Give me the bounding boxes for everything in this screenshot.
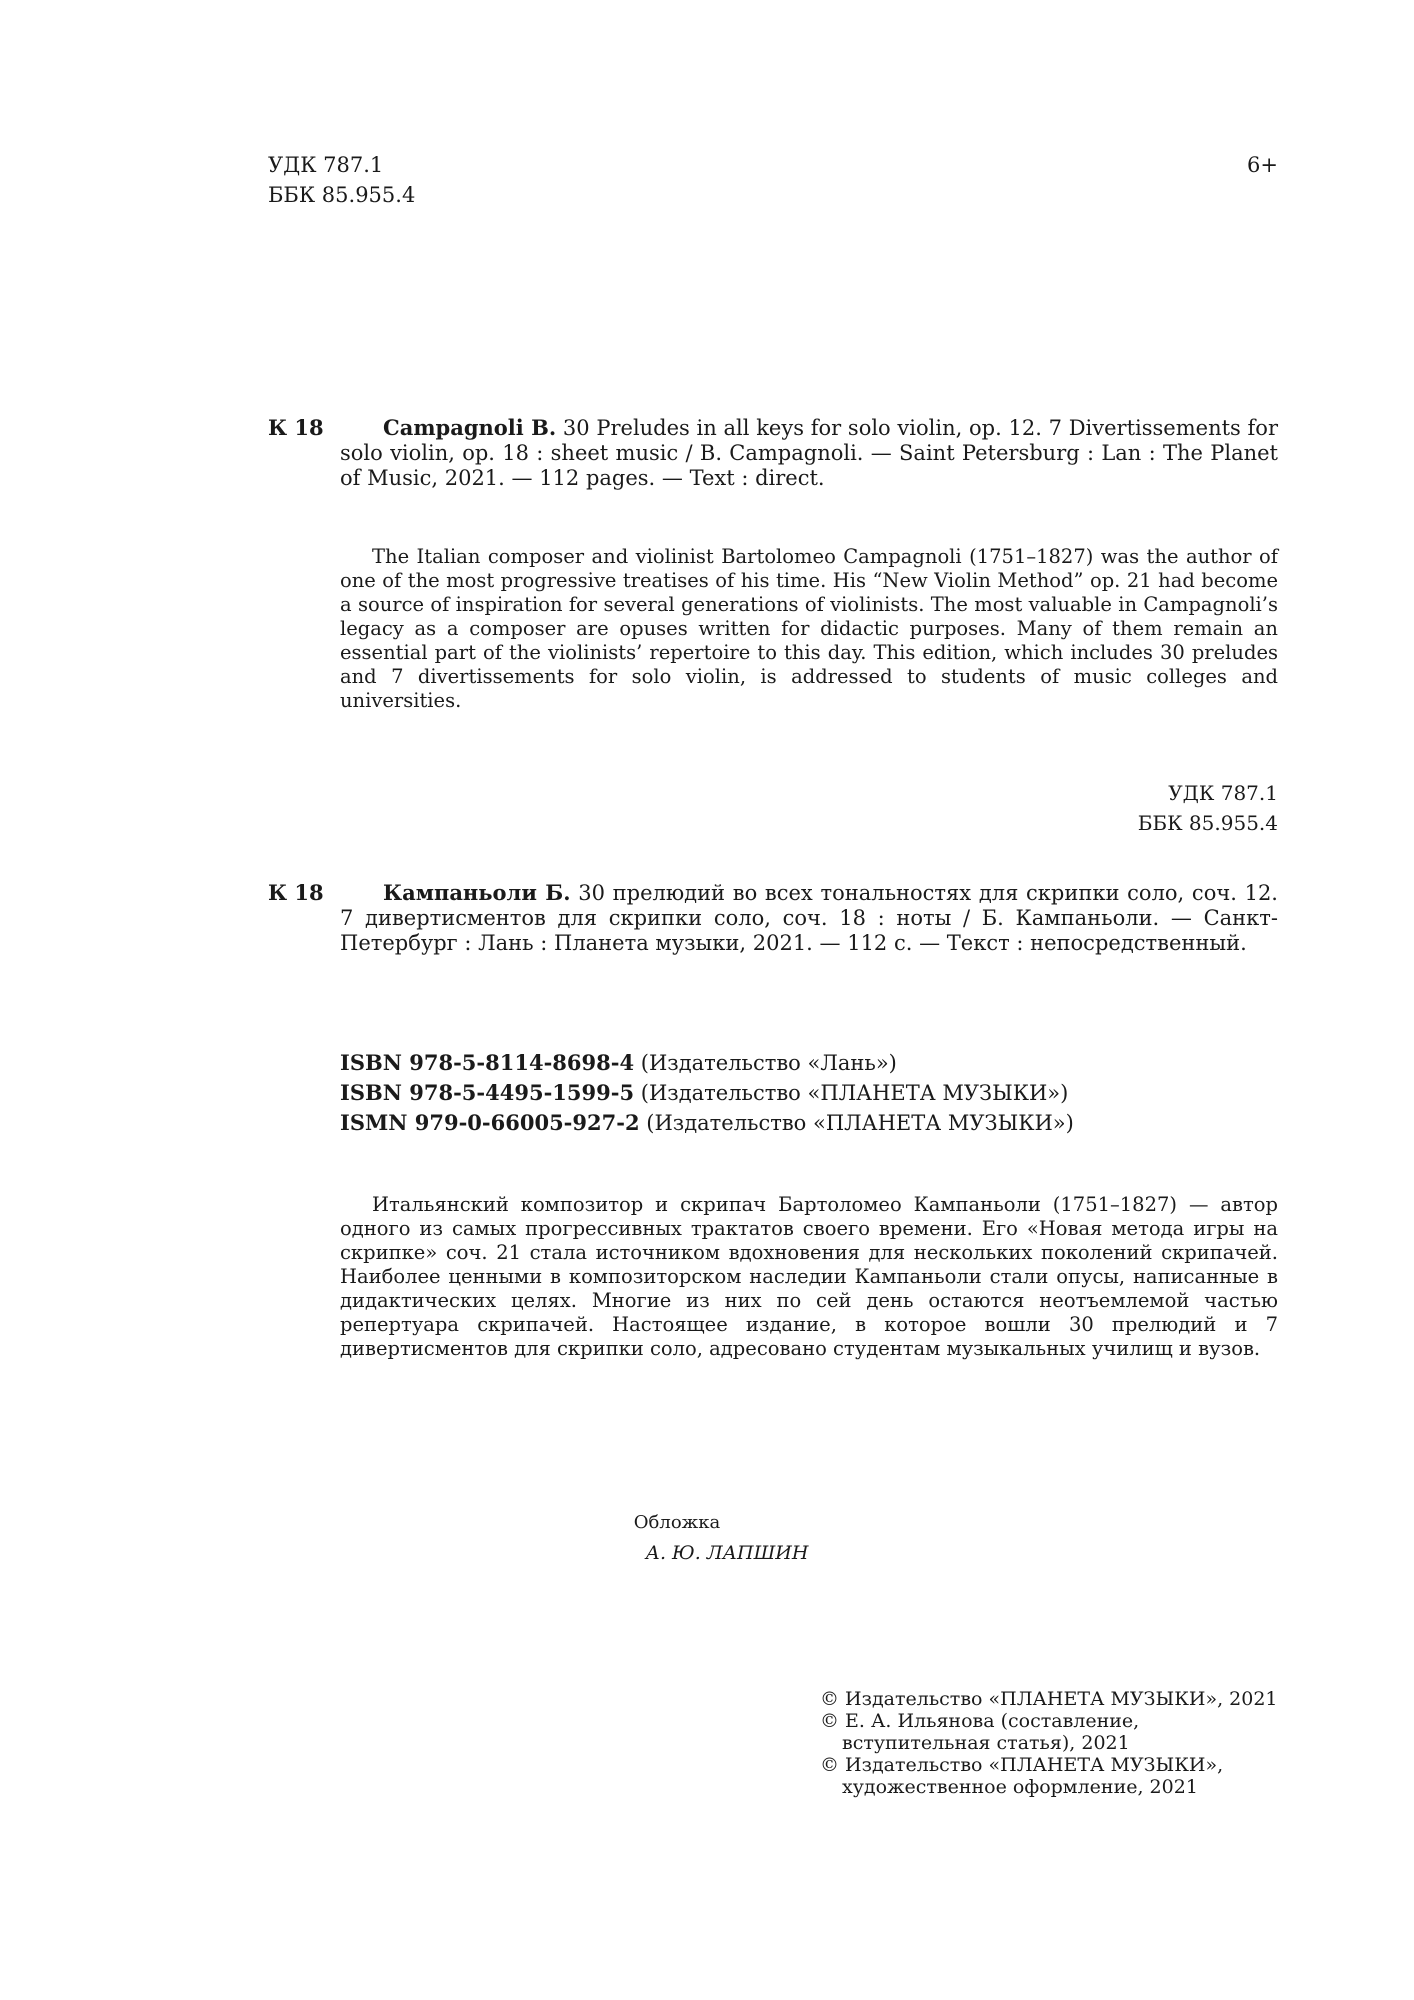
english-abstract: The Italian composer and violinist Bartolomeo Campagnoli (1751–1827) was the author of one of the most progressive treatises of his time. His “New Violin Method” op. 21 had become a source of inspiration for several generations of violinists. The most valuable in Campagnoli’s legacy as a composer are opuses written for didactic purposes. Many of them remain an essential part of the violinists’ repertoire to this day. This edition, which includes 30 preludes and 7 divertissements for solo violin, is addressed to students of music colleges and universities.: [340, 545, 1278, 712]
copyright-line: © Издательство «ПЛАНЕТА МУЗЫКИ», 2021: [820, 1688, 1278, 1710]
russian-entry-code: К 18: [268, 880, 324, 905]
english-entry-code: К 18: [268, 415, 324, 440]
cover-credit: [0, 1508, 1414, 1568]
russian-abstract: Итальянский композитор и скрипач Бартоломео Кампаньоли (1751–1827) — автор одного из самых прогрессивных трактатов своего времени. Его «Новая метода игры на скрипке» соч. 21 стала источником вдохновения для нескольких поколений скрипачей. Наиболее ценными в композиторском наследии Кампаньоли стали опусы, написанные в дидактических целях. Многие из них по сей день остаются неотъемлемой частью репертуара скрипачей. Настоящее издание, в которое вошли 30 прелюдий и 7 дивертисментов для скрипки соло, адресовано студентам музыкальных училищ и вузов.: [340, 1193, 1278, 1360]
isbn-publisher: (Издательство «Лань»): [640, 1051, 897, 1075]
isbn-number: ISBN 978-5-8114-8698-4: [340, 1050, 635, 1075]
english-entry-text: 30 Preludes in all keys for solo violin, op. 12. 7 Divertissements for solo violin, op. 18 : sheet music / B. Campagnoli. — Saint Petersburg : Lan : The Planet of Music, 2021. — 112 pages. — Text : direct.: [340, 416, 1278, 490]
age-rating: 6+: [1247, 153, 1278, 177]
russian-entry-text: 30 прелюдий во всех тональностях для скрипки соло, соч. 12. 7 дивертисментов для скрипки соло, соч. 18 : ноты / Б. Кампаньоли. — Санкт-Петербург : Лань : Планета музыки, 2021. — 112 с. — Текст : непосредственный.: [340, 881, 1278, 955]
udk-code: УДК 787.1: [268, 153, 384, 177]
ismn-publisher: (Издательство «ПЛАНЕТА МУЗЫКИ»): [646, 1111, 1074, 1135]
identifier-line: [340, 1078, 1074, 1108]
english-entry-author: Campagnoli B.: [383, 415, 557, 440]
russian-entry-author: Кампаньоли Б.: [383, 880, 571, 905]
bbk-code: ББК 85.955.4: [268, 183, 416, 207]
isbn-number: ISBN 978-5-4495-1599-5: [340, 1080, 635, 1105]
identifier-line: [340, 1108, 1074, 1138]
udk-code-right: УДК 787.1: [1168, 781, 1278, 805]
right-classification-codes: [1138, 778, 1278, 838]
bbk-code-right: ББК 85.955.4: [1137, 811, 1278, 835]
english-bibliographic-entry: [297, 415, 1278, 491]
copyright-line: © Издательство «ПЛАНЕТА МУЗЫКИ», художественное оформление, 2021: [820, 1754, 1224, 1798]
cover-credit-name: А. Ю. ЛАПШИН: [645, 1542, 809, 1564]
copyright-line: © Е. А. Ильянова (составление, вступительная статья), 2021: [820, 1710, 1140, 1754]
russian-bibliographic-entry: [297, 880, 1278, 956]
classification-codes: [268, 150, 415, 210]
copyright-block: [820, 1688, 1290, 1798]
ismn-number: ISMN 979-0-66005-927-2: [340, 1110, 640, 1135]
cover-credit-label: Обложка: [633, 1512, 721, 1533]
identifiers-block: [340, 1048, 1074, 1138]
identifier-line: [340, 1048, 1074, 1078]
isbn-publisher: (Издательство «ПЛАНЕТА МУЗЫКИ»): [640, 1081, 1069, 1105]
